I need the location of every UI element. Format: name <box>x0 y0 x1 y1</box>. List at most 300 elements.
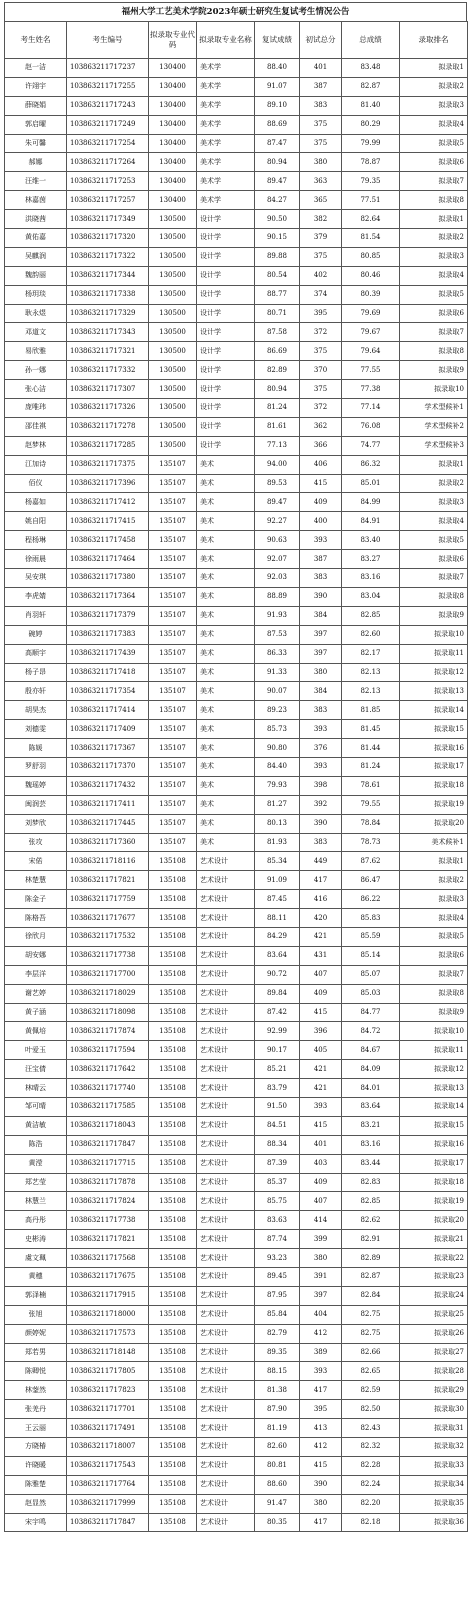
table-cell-id: 103863211718116 <box>67 852 149 871</box>
table-cell-total-score: 82.75 <box>342 1305 400 1324</box>
table-cell-initial-score: 412 <box>300 1438 342 1457</box>
table-cell-initial-score: 417 <box>300 1513 342 1532</box>
table-cell-total-score: 82.87 <box>342 77 400 96</box>
table-cell-major-name: 美术 <box>197 531 255 550</box>
table-cell-rank: 拟录取7 <box>400 965 468 984</box>
table-row <box>5 1154 468 1173</box>
table-cell-id: 103863211717237 <box>67 59 149 78</box>
table-cell-major-code: 135108 <box>149 1475 197 1494</box>
table-cell-total-score: 82.65 <box>342 1362 400 1381</box>
table-cell-retest-score: 87.39 <box>255 1154 300 1173</box>
table-cell-id: 103863211717418 <box>67 663 149 682</box>
table-row <box>5 153 468 172</box>
table-cell-major-name: 艺术设计 <box>197 1249 255 1268</box>
table-cell-retest-score: 91.47 <box>255 1494 300 1513</box>
table-cell-major-name: 设计学 <box>197 304 255 323</box>
table-cell-total-score: 83.21 <box>342 1116 400 1135</box>
table-cell-name: 黄佩培 <box>5 1022 67 1041</box>
table-cell-initial-score: 390 <box>300 814 342 833</box>
table-cell-retest-score: 82.60 <box>255 1438 300 1457</box>
table-cell-retest-score: 87.58 <box>255 323 300 342</box>
table-cell-rank: 拟录取19 <box>400 1192 468 1211</box>
table-cell-name: 林蓥然 <box>5 1381 67 1400</box>
table-cell-total-score: 76.08 <box>342 417 400 436</box>
table-row <box>5 946 468 965</box>
table-cell-rank: 拟录取6 <box>400 304 468 323</box>
table-cell-major-name: 艺术设计 <box>197 1173 255 1192</box>
table-cell-name: 郭启曜 <box>5 115 67 134</box>
column-header-id: 考生编号 <box>67 22 149 59</box>
table-cell-retest-score: 82.89 <box>255 361 300 380</box>
table-cell-retest-score: 88.11 <box>255 909 300 928</box>
table-cell-id: 103863211717254 <box>67 134 149 153</box>
table-cell-major-code: 135108 <box>149 946 197 965</box>
table-cell-major-code: 135108 <box>149 1343 197 1362</box>
table-cell-major-code: 135107 <box>149 606 197 625</box>
table-cell-name: 洪晓茜 <box>5 210 67 229</box>
table-cell-initial-score: 393 <box>300 720 342 739</box>
table-cell-major-name: 美术 <box>197 701 255 720</box>
table-cell-total-score: 79.35 <box>342 172 400 191</box>
table-row <box>5 965 468 984</box>
table-cell-major-name: 美术 <box>197 682 255 701</box>
table-cell-major-code: 135108 <box>149 965 197 984</box>
table-cell-id: 103863211718007 <box>67 1438 149 1457</box>
table-cell-rank: 拟录取3 <box>400 493 468 512</box>
table-cell-major-code: 130400 <box>149 191 197 210</box>
table-cell-id: 103863211717445 <box>67 814 149 833</box>
table-cell-retest-score: 92.03 <box>255 569 300 588</box>
table-cell-id: 103863211717332 <box>67 361 149 380</box>
table-cell-initial-score: 393 <box>300 531 342 550</box>
column-header-initial-score: 初试总分 <box>300 22 342 59</box>
table-cell-retest-score: 88.60 <box>255 1475 300 1494</box>
table-cell-total-score: 77.55 <box>342 361 400 380</box>
table-cell-rank: 拟录取29 <box>400 1381 468 1400</box>
table-cell-name: 谢艺婷 <box>5 984 67 1003</box>
table-cell-retest-score: 80.71 <box>255 304 300 323</box>
table-row <box>5 1003 468 1022</box>
table-cell-id: 103863211717439 <box>67 644 149 663</box>
table-row <box>5 1041 468 1060</box>
table-row <box>5 512 468 531</box>
table-row <box>5 1022 468 1041</box>
table-cell-id: 103863211717543 <box>67 1456 149 1475</box>
table-cell-id: 103863211717491 <box>67 1419 149 1438</box>
table-cell-name: 薛晓娟 <box>5 96 67 115</box>
table-cell-major-name: 美术学 <box>197 172 255 191</box>
table-cell-name: 高丹彤 <box>5 1211 67 1230</box>
table-row <box>5 323 468 342</box>
table-cell-rank: 拟录取13 <box>400 682 468 701</box>
table-cell-name: 郑若男 <box>5 1343 67 1362</box>
table-cell-total-score: 81.85 <box>342 701 400 720</box>
table-cell-id: 103863211717321 <box>67 342 149 361</box>
table-row <box>5 229 468 248</box>
table-cell-rank: 拟录取8 <box>400 342 468 361</box>
table-cell-id: 103863211718148 <box>67 1343 149 1362</box>
table-cell-total-score: 82.43 <box>342 1419 400 1438</box>
table-cell-major-code: 135108 <box>149 1230 197 1249</box>
table-cell-major-code: 135108 <box>149 1513 197 1532</box>
table-cell-name: 吴安琪 <box>5 569 67 588</box>
table-cell-total-score: 86.47 <box>342 871 400 890</box>
table-cell-total-score: 82.66 <box>342 1343 400 1362</box>
table-cell-major-name: 艺术设计 <box>197 1400 255 1419</box>
table-cell-total-score: 82.83 <box>342 1173 400 1192</box>
table-cell-id: 103863211717253 <box>67 172 149 191</box>
table-cell-name: 李虎婧 <box>5 587 67 606</box>
table-cell-initial-score: 409 <box>300 1173 342 1192</box>
table-cell-major-code: 135108 <box>149 1381 197 1400</box>
table-cell-major-name: 设计学 <box>197 229 255 248</box>
table-cell-total-score: 83.16 <box>342 1135 400 1154</box>
table-cell-rank: 拟录取25 <box>400 1305 468 1324</box>
table-row <box>5 909 468 928</box>
table-cell-retest-score: 86.69 <box>255 342 300 361</box>
table-cell-retest-score: 80.54 <box>255 266 300 285</box>
table-row <box>5 59 468 78</box>
table-cell-rank: 拟录取2 <box>400 77 468 96</box>
table-cell-major-name: 美术学 <box>197 96 255 115</box>
table-cell-major-name: 美术 <box>197 625 255 644</box>
table-cell-rank: 拟录取17 <box>400 1154 468 1173</box>
table-row <box>5 134 468 153</box>
table-row <box>5 1305 468 1324</box>
table-row <box>5 493 468 512</box>
table-cell-initial-score: 397 <box>300 644 342 663</box>
table-row <box>5 1211 468 1230</box>
table-cell-major-code: 135107 <box>149 757 197 776</box>
table-row <box>5 172 468 191</box>
table-cell-initial-score: 416 <box>300 890 342 909</box>
table-cell-id: 103863211717364 <box>67 587 149 606</box>
table-cell-total-score: 80.85 <box>342 247 400 266</box>
table-cell-id: 103863211717700 <box>67 965 149 984</box>
table-cell-id: 103863211717383 <box>67 625 149 644</box>
table-cell-major-code: 135107 <box>149 663 197 682</box>
table-cell-major-code: 135107 <box>149 569 197 588</box>
table-cell-initial-score: 415 <box>300 1003 342 1022</box>
table-cell-major-code: 135108 <box>149 871 197 890</box>
table-cell-initial-score: 414 <box>300 1211 342 1230</box>
table-cell-major-code: 135107 <box>149 512 197 531</box>
table-cell-total-score: 84.09 <box>342 1060 400 1079</box>
table-cell-retest-score: 89.35 <box>255 1343 300 1362</box>
table-cell-rank: 拟录取5 <box>400 285 468 304</box>
table-cell-total-score: 83.48 <box>342 59 400 78</box>
table-cell-major-name: 艺术设计 <box>197 1135 255 1154</box>
table-cell-major-name: 美术 <box>197 644 255 663</box>
table-cell-total-score: 85.14 <box>342 946 400 965</box>
table-cell-id: 103863211717360 <box>67 833 149 852</box>
table-cell-initial-score: 375 <box>300 380 342 399</box>
table-cell-name: 魏韵丽 <box>5 266 67 285</box>
table-cell-major-name: 设计学 <box>197 380 255 399</box>
table-cell-major-name: 美术 <box>197 569 255 588</box>
table-row <box>5 1116 468 1135</box>
table-cell-retest-score: 91.07 <box>255 77 300 96</box>
table-cell-name: 罗舒羽 <box>5 757 67 776</box>
table-cell-initial-score: 401 <box>300 59 342 78</box>
table-cell-major-name: 美术学 <box>197 191 255 210</box>
table-cell-name: 方晓椿 <box>5 1438 67 1457</box>
table-cell-id: 103863211718000 <box>67 1305 149 1324</box>
table-cell-name: 徐雨晨 <box>5 550 67 569</box>
table-cell-id: 103863211717823 <box>67 1381 149 1400</box>
table-cell-id: 103863211717805 <box>67 1362 149 1381</box>
table-cell-name: 黄子涵 <box>5 1003 67 1022</box>
table-cell-initial-score: 415 <box>300 1456 342 1475</box>
table-cell-total-score: 79.69 <box>342 304 400 323</box>
table-cell-total-score: 84.01 <box>342 1079 400 1098</box>
table-cell-major-code: 135108 <box>149 1060 197 1079</box>
table-cell-initial-score: 413 <box>300 1419 342 1438</box>
table-cell-initial-score: 404 <box>300 1305 342 1324</box>
column-header-rank: 录取排名 <box>400 22 468 59</box>
table-cell-retest-score: 80.35 <box>255 1513 300 1532</box>
table-cell-name: 陈卿悦 <box>5 1362 67 1381</box>
table-row <box>5 1192 468 1211</box>
table-cell-name: 黄滢 <box>5 1154 67 1173</box>
table-cell-initial-score: 365 <box>300 191 342 210</box>
table-cell-id: 103863211717249 <box>67 115 149 134</box>
table-cell-initial-score: 366 <box>300 436 342 455</box>
table-cell-major-name: 艺术设计 <box>197 1456 255 1475</box>
table-cell-major-name: 美术 <box>197 587 255 606</box>
table-cell-retest-score: 86.33 <box>255 644 300 663</box>
table-cell-retest-score: 89.88 <box>255 247 300 266</box>
table-cell-id: 103863211717573 <box>67 1324 149 1343</box>
table-cell-initial-score: 380 <box>300 663 342 682</box>
table-cell-name: 姚自阳 <box>5 512 67 531</box>
table-cell-rank: 拟录取6 <box>400 550 468 569</box>
table-cell-total-score: 79.64 <box>342 342 400 361</box>
table-cell-retest-score: 81.38 <box>255 1381 300 1400</box>
table-cell-major-code: 130500 <box>149 436 197 455</box>
table-cell-major-name: 美术 <box>197 833 255 852</box>
table-cell-major-code: 130500 <box>149 399 197 418</box>
table-row <box>5 1230 468 1249</box>
table-row <box>5 304 468 323</box>
table-cell-id: 103863211717414 <box>67 701 149 720</box>
table-cell-initial-score: 380 <box>300 1494 342 1513</box>
table-cell-total-score: 81.24 <box>342 757 400 776</box>
table-cell-retest-score: 87.47 <box>255 134 300 153</box>
table-cell-name: 宋宇鸣 <box>5 1513 67 1532</box>
table-cell-retest-score: 88.15 <box>255 1362 300 1381</box>
table-cell-id: 103863211717375 <box>67 455 149 474</box>
table-cell-total-score: 83.40 <box>342 531 400 550</box>
table-cell-major-code: 135107 <box>149 531 197 550</box>
table-row <box>5 1079 468 1098</box>
table-cell-major-name: 美术 <box>197 663 255 682</box>
table-cell-name: 赵一洁 <box>5 59 67 78</box>
table-cell-major-name: 艺术设计 <box>197 1079 255 1098</box>
table-cell-retest-score: 90.50 <box>255 210 300 229</box>
table-cell-rank: 拟录取3 <box>400 96 468 115</box>
table-cell-major-code: 135108 <box>149 927 197 946</box>
table-row <box>5 531 468 550</box>
table-cell-initial-score: 380 <box>300 1249 342 1268</box>
table-cell-major-code: 135108 <box>149 1116 197 1135</box>
table-cell-id: 103863211717329 <box>67 304 149 323</box>
table-cell-id: 103863211717307 <box>67 380 149 399</box>
table-row <box>5 77 468 96</box>
table-cell-total-score: 82.28 <box>342 1456 400 1475</box>
table-cell-id: 103863211717380 <box>67 569 149 588</box>
table-row <box>5 1097 468 1116</box>
table-cell-retest-score: 85.73 <box>255 720 300 739</box>
table-cell-id: 103863211717594 <box>67 1041 149 1060</box>
table-cell-major-code: 135108 <box>149 1286 197 1305</box>
table-cell-initial-score: 409 <box>300 984 342 1003</box>
table-cell-name: 郑艺莹 <box>5 1173 67 1192</box>
table-row <box>5 1362 468 1381</box>
table-cell-initial-score: 375 <box>300 134 342 153</box>
table-cell-initial-score: 393 <box>300 757 342 776</box>
table-row <box>5 285 468 304</box>
table-cell-id: 103863211717411 <box>67 795 149 814</box>
table-cell-rank: 拟录取4 <box>400 512 468 531</box>
table-cell-rank: 美术候补1 <box>400 833 468 852</box>
table-cell-major-code: 135108 <box>149 984 197 1003</box>
table-cell-major-code: 135108 <box>149 1456 197 1475</box>
table-cell-rank: 拟录取8 <box>400 587 468 606</box>
table-cell-retest-score: 92.99 <box>255 1022 300 1041</box>
table-row <box>5 984 468 1003</box>
table-cell-name: 易欣雅 <box>5 342 67 361</box>
table-cell-total-score: 84.67 <box>342 1041 400 1060</box>
table-cell-retest-score: 88.69 <box>255 115 300 134</box>
table-cell-name: 林嘉茵 <box>5 191 67 210</box>
table-cell-rank: 拟录取12 <box>400 1060 468 1079</box>
table-cell-major-name: 艺术设计 <box>197 1230 255 1249</box>
table-cell-major-name: 艺术设计 <box>197 890 255 909</box>
table-cell-major-code: 135107 <box>149 474 197 493</box>
table-cell-retest-score: 82.79 <box>255 1324 300 1343</box>
table-cell-total-score: 81.45 <box>342 720 400 739</box>
table-cell-total-score: 82.84 <box>342 1286 400 1305</box>
table-cell-retest-score: 91.33 <box>255 663 300 682</box>
table-cell-major-name: 艺术设计 <box>197 1060 255 1079</box>
table-cell-major-code: 135108 <box>149 909 197 928</box>
table-cell-initial-score: 399 <box>300 1230 342 1249</box>
table-cell-major-code: 135108 <box>149 1003 197 1022</box>
table-cell-id: 103863211717458 <box>67 531 149 550</box>
table-cell-major-code: 130500 <box>149 417 197 436</box>
table-cell-id: 103863211717320 <box>67 229 149 248</box>
table-cell-name: 宋偌 <box>5 852 67 871</box>
table-cell-initial-score: 449 <box>300 852 342 871</box>
table-cell-name: 叶爱玉 <box>5 1041 67 1060</box>
table-cell-id: 103863211717568 <box>67 1249 149 1268</box>
table-row <box>5 644 468 663</box>
table-cell-initial-score: 376 <box>300 739 342 758</box>
table-cell-retest-score: 83.63 <box>255 1211 300 1230</box>
table-cell-initial-score: 389 <box>300 1343 342 1362</box>
table-row <box>5 569 468 588</box>
table-cell-total-score: 78.73 <box>342 833 400 852</box>
table-cell-major-code: 130500 <box>149 380 197 399</box>
table-cell-retest-score: 87.95 <box>255 1286 300 1305</box>
table-row <box>5 1324 468 1343</box>
table-cell-id: 103863211717821 <box>67 1230 149 1249</box>
table-cell-major-code: 135108 <box>149 1438 197 1457</box>
table-cell-name: 黄洁敏 <box>5 1116 67 1135</box>
table-cell-name: 刘德雯 <box>5 720 67 739</box>
table-row <box>5 890 468 909</box>
table-cell-major-name: 艺术设计 <box>197 946 255 965</box>
table-cell-rank: 拟录取13 <box>400 1079 468 1098</box>
table-cell-rank: 学术型候补3 <box>400 436 468 455</box>
table-cell-retest-score: 92.27 <box>255 512 300 531</box>
results-table <box>4 21 468 1532</box>
table-cell-rank: 拟录取28 <box>400 1362 468 1381</box>
table-cell-total-score: 85.01 <box>342 474 400 493</box>
table-cell-major-name: 美术 <box>197 814 255 833</box>
table-cell-initial-score: 384 <box>300 606 342 625</box>
table-cell-total-score: 82.24 <box>342 1475 400 1494</box>
table-row <box>5 1494 468 1513</box>
table-cell-total-score: 77.14 <box>342 399 400 418</box>
table-row <box>5 266 468 285</box>
table-cell-retest-score: 91.09 <box>255 871 300 890</box>
table-cell-initial-score: 383 <box>300 833 342 852</box>
table-cell-name: 杨嘉如 <box>5 493 67 512</box>
table-cell-id: 103863211717642 <box>67 1060 149 1079</box>
table-cell-id: 103863211717675 <box>67 1268 149 1287</box>
table-cell-name: 江加诗 <box>5 455 67 474</box>
table-cell-rank: 拟录取1 <box>400 59 468 78</box>
table-cell-initial-score: 393 <box>300 1097 342 1116</box>
table-cell-rank: 拟录取9 <box>400 361 468 380</box>
table-cell-name: 胡安娜 <box>5 946 67 965</box>
table-cell-major-name: 设计学 <box>197 210 255 229</box>
table-cell-name: 陈浩 <box>5 1135 67 1154</box>
table-cell-rank: 拟录取5 <box>400 134 468 153</box>
table-cell-rank: 拟录取19 <box>400 795 468 814</box>
table-cell-retest-score: 89.47 <box>255 493 300 512</box>
table-cell-total-score: 82.59 <box>342 1381 400 1400</box>
table-cell-total-score: 82.85 <box>342 606 400 625</box>
table-cell-major-name: 美术 <box>197 606 255 625</box>
table-cell-major-code: 135108 <box>149 1192 197 1211</box>
table-cell-name: 邵佳祺 <box>5 417 67 436</box>
table-cell-rank: 拟录取7 <box>400 323 468 342</box>
table-row <box>5 871 468 890</box>
table-cell-rank: 拟录取21 <box>400 1230 468 1249</box>
table-row <box>5 1286 468 1305</box>
table-cell-total-score: 86.32 <box>342 455 400 474</box>
table-cell-name: 吴麒润 <box>5 247 67 266</box>
table-cell-retest-score: 81.61 <box>255 417 300 436</box>
table-cell-initial-score: 387 <box>300 550 342 569</box>
table-cell-initial-score: 383 <box>300 96 342 115</box>
table-cell-retest-score: 91.50 <box>255 1097 300 1116</box>
table-cell-total-score: 82.32 <box>342 1438 400 1457</box>
table-cell-retest-score: 84.27 <box>255 191 300 210</box>
table-cell-id: 103863211717264 <box>67 153 149 172</box>
table-cell-name: 王云丽 <box>5 1419 67 1438</box>
table-cell-rank: 拟录取9 <box>400 606 468 625</box>
table-row <box>5 587 468 606</box>
table-cell-total-score: 82.13 <box>342 663 400 682</box>
table-cell-major-name: 设计学 <box>197 266 255 285</box>
table-cell-retest-score: 94.00 <box>255 455 300 474</box>
table-cell-major-name: 艺术设计 <box>197 1211 255 1230</box>
column-header-major-code: 拟录取专业代码 <box>149 22 197 59</box>
